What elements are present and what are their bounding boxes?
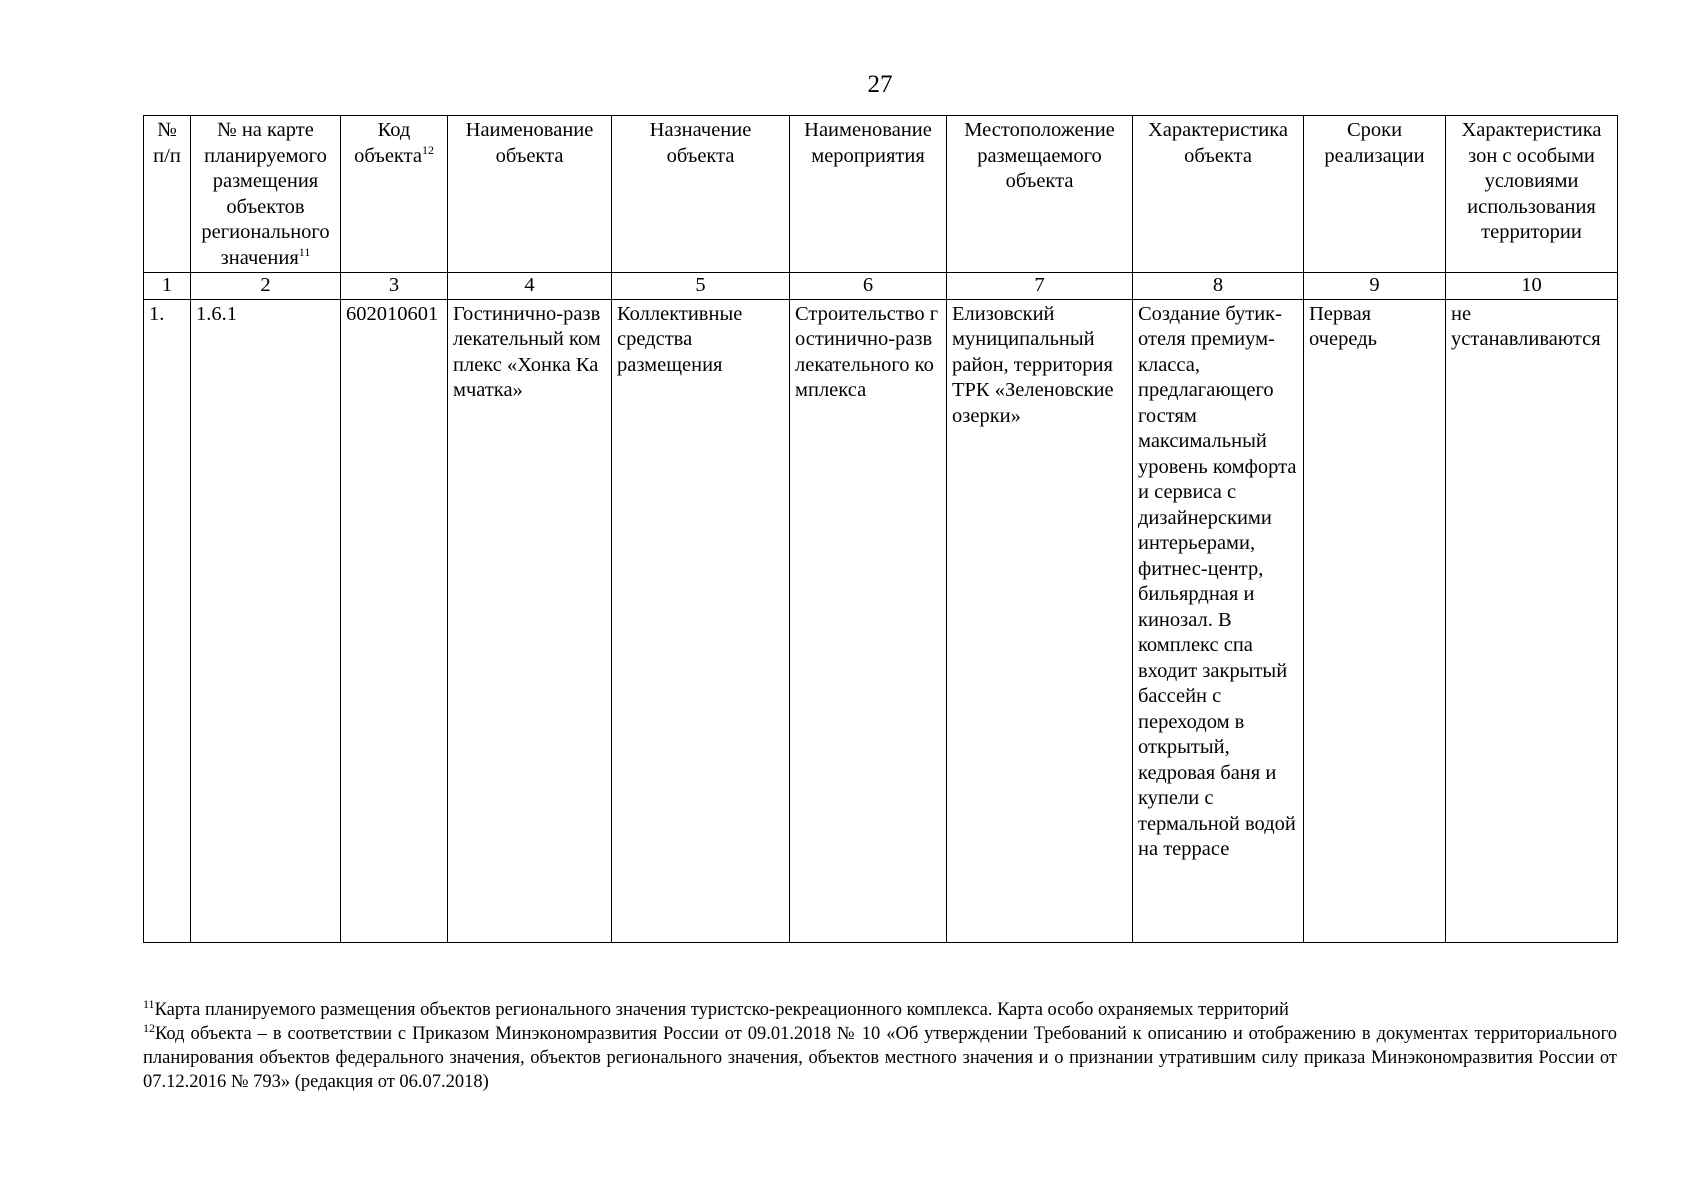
column-number: 7 [947,273,1133,300]
column-number-row [144,273,1618,300]
header-cell-number [144,116,191,273]
cell-object-code: 602010601 [341,299,448,942]
footnote-text: Код объекта – в соответствии с Приказом Минэкономразвития России от 09.01.2018 № 10 «Об утверждении Требований к описанию и отображению в документах территориального планирования объектов федерального значения, объектов регионального значения, объектов местного значения и о признании утратившим силу приказа Минэкономразвития России от 07.12.2016 № 793» (редакция от 06.07.2018) [143,1024,1617,1092]
footnote-number: 11 [143,996,155,1011]
header-label: Назначение объекта [649,119,752,167]
column-number: 1 [144,273,191,300]
header-label: № п/п [153,119,181,167]
column-number: 6 [790,273,947,300]
cell-purpose: Коллективные средства размещения [612,299,790,942]
cell-object-name: Гостинично-развлекательный комплекс «Хонка Камчатка» [448,299,612,942]
header-cell-location [947,116,1133,273]
column-number: 2 [191,273,341,300]
header-label: Местоположение размещаемого объекта [964,119,1115,192]
header-label: Наименование мероприятия [804,119,932,167]
column-number: 5 [612,273,790,300]
cell-zones: не устанавливаются [1446,299,1618,942]
page-number: 27 [867,71,893,98]
cell-map-number: 1.6.1 [191,299,341,942]
header-row [144,116,1618,273]
column-number: 4 [448,273,612,300]
header-cell-zones [1446,116,1618,273]
header-cell-characteristics [1133,116,1304,273]
header-cell-object-name [448,116,612,273]
cell-measure: Строительство гостинично-развлекательного комплекса [790,299,947,942]
header-label: Характеристика зон с особыми условиями использования территории [1461,119,1602,243]
cell-timeline: Первая очередь [1304,299,1446,942]
header-cell-purpose [612,116,790,273]
cell-row-number: 1. [144,299,191,942]
column-number: 3 [341,273,448,300]
footnote-marker: 12 [421,142,434,157]
header-cell-timeline [1304,116,1446,273]
header-label: Наименование объекта [465,119,594,167]
column-number: 10 [1446,273,1618,300]
column-number: 8 [1133,273,1304,300]
cell-location: Елизовский муниципальный район, территория ТРК «Зеленовские озерки» [947,299,1133,942]
regional-objects-table [143,115,1618,943]
header-label: № на карте планируемого размещения объектов регионального значения [201,119,330,269]
footnote-marker: 11 [298,244,311,259]
header-label: Характеристика объекта [1148,119,1288,167]
cell-characteristics: Создание бутик-отеля премиум-класса, предлагающего гостям максимальный уровень комфорта и сервиса с дизайнерскими интерьерами, фитнес-центр, бильярдная и кинозал. В комплекс спа входит закрытый бассейн с переходом в открытый, кедровая баня и купели с термальной водой на террасе [1133,299,1304,942]
header-cell-map-number [191,116,341,273]
table-row [144,299,1618,942]
footnotes [143,998,1617,1094]
footnote-number: 12 [143,1020,155,1035]
header-label: Сроки реализации [1324,119,1425,167]
footnote [143,998,1617,1022]
footnote [143,1022,1617,1094]
header-cell-object-code [341,116,448,273]
footnote-text: Карта планируемого размещения объектов регионального значения туристско-рекреационного комплекса. Карта особо охраняемых территорий [154,1000,1289,1020]
header-label: Код объекта [354,119,422,167]
column-number: 9 [1304,273,1446,300]
header-cell-measure [790,116,947,273]
